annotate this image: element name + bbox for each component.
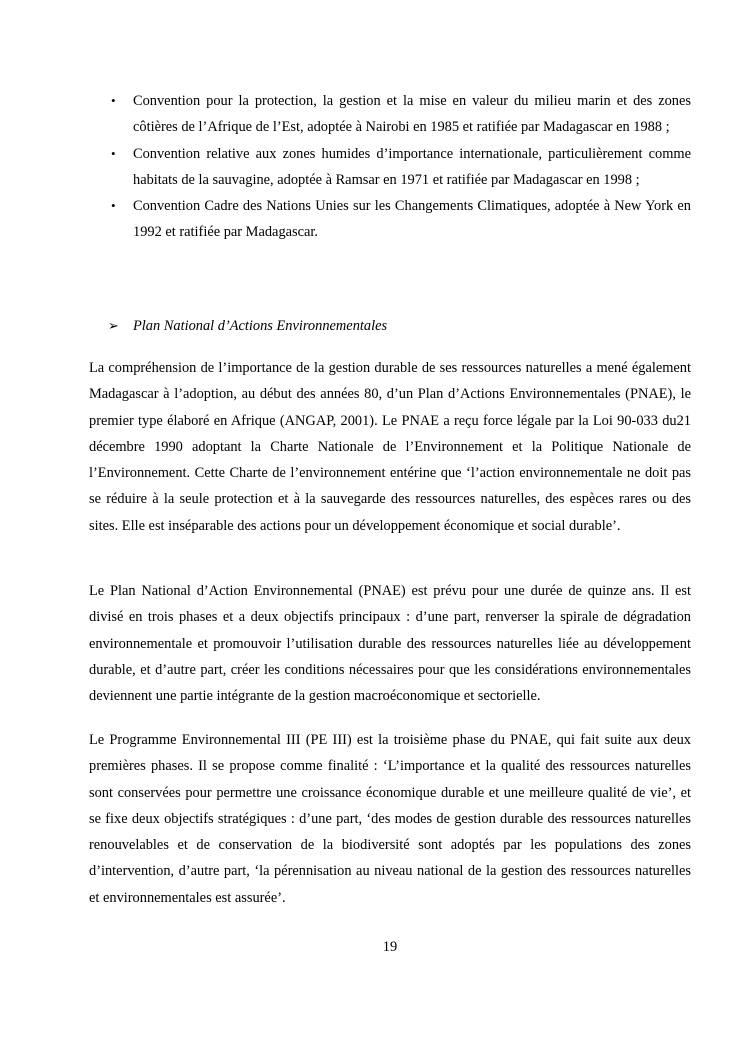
bullet-icon: •: [111, 198, 116, 214]
list-item-text: Convention pour la protection, la gestion et la mise en valeur du milieu marin et des zones côtières de l’Afrique de l’Est, adoptée à Nairobi en 1985 et ratifiée par Madagascar en 1988 ;: [133, 93, 691, 136]
list-item-text: Convention relative aux zones humides d’importance internationale, particulièrement comme habitats de la sauvagine, adoptée à Ramsar en 1971 et ratifiée par Madagascar en 1998 ;: [133, 145, 691, 188]
arrow-bullet-icon: ➢: [108, 318, 119, 333]
list-item: [89, 88, 691, 141]
paragraph: Le Plan National d’Action Environnemental (PNAE) est prévu pour une durée de quinze ans. Il est divisé en trois phases et a deux objectifs principaux : d’une part, renverser la spirale de dégradation environnementale et promouvoir l’utilisation durable des ressources naturelles liée au développement durable, et d’autre part, créer les conditions nécessaires pour que les considérations environnementales deviennent une partie intégrante de la gestion macroéconomique et sectorielle.: [89, 583, 691, 705]
convention-list: [89, 88, 691, 246]
list-item: [89, 193, 691, 246]
list-item-text: Convention Cadre des Nations Unies sur les Changements Climatiques, adoptée à New York en 1992 et ratifiée par Madagascar.: [133, 198, 691, 241]
bullet-icon: •: [111, 93, 116, 108]
paragraph: La compréhension de l’importance de la gestion durable de ses ressources naturelles a mené également Madagascar à l’adoption, au début des années 80, d’un Plan d’Actions Environnementales (PNAE), le premier type élaboré en Afrique (ANGAP, 2001). Le PNAE a reçu force légale par la Loi 90-033 du21 décembre 1990 adoptant la Charte Nationale de l’Environnement et la Politique Nationale de l’Environnement. Cette Charte de l’environnement entérine que ‘l’action environnementale ne doit pas se réduire à la seule protection et à la sauvegarde des ressources naturelles, des espèces rares ou des sites. Elle est inséparable des actions pour un développement économique et social durable’.: [89, 360, 691, 534]
paragraph: Le Programme Environnemental III (PE III) est la troisième phase du PNAE, qui fait suite aux deux premières phases. Il se propose comme finalité : ‘L’importance et la qualité des ressources naturelles sont conservées pour permettre une croissance économique durable et une meilleure qualité de vie’, et se fixe deux objectifs stratégiques : d’une part, ‘des modes de gestion durable des ressources naturelles renouvelables et de conservation de la biodiversité sont adoptés par les populations des zones d’intervention, d’autre part, ‘la pérennisation au niveau national de la gestion des ressources naturelles et environnementales est assurée’.: [89, 732, 691, 906]
list-item: [89, 141, 691, 194]
page-number: 19: [382, 939, 398, 955]
section-subheading: [89, 313, 691, 339]
subheading-text: Plan National d’Actions Environnementales: [133, 318, 388, 334]
bullet-icon: •: [111, 145, 116, 161]
